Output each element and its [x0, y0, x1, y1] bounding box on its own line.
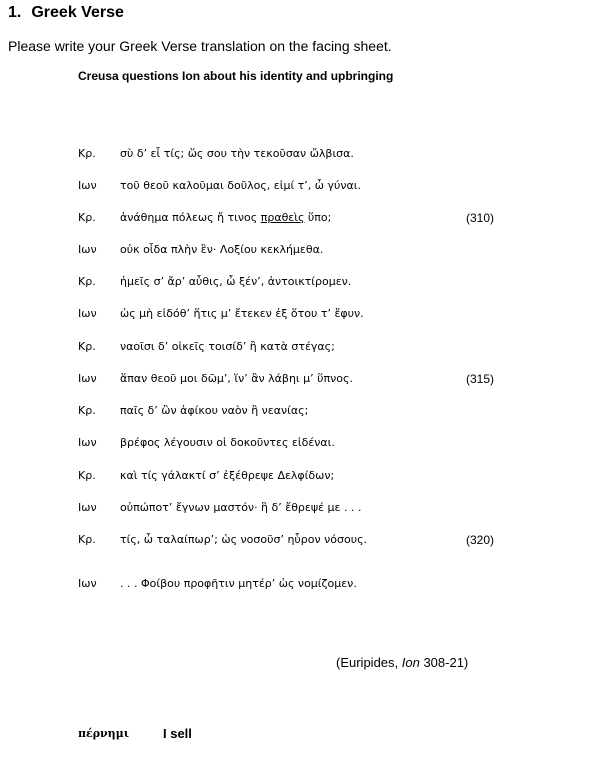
verse-line	[0, 241, 596, 259]
verse-line	[0, 338, 596, 356]
speaker-label: Κρ.	[78, 340, 96, 353]
line-number: (315)	[466, 372, 495, 386]
verse-text: ὡς μὴ εἰδόθ’ ἥτις μ’ ἔτεκεν ἐξ ὅτου τ’ ἔφυν.	[120, 307, 364, 320]
verse-line	[0, 209, 596, 227]
speaker-label: Κρ.	[78, 404, 96, 417]
verse-line	[0, 434, 596, 452]
speaker-label: Ιων	[78, 307, 97, 320]
verse-text: ναοῖσι δ’ οἰκεῖς τοισίδ’ ἢ κατὰ στέγας;	[120, 340, 335, 353]
verse-text: παῖς δ’ ὢν ἀφίκου ναὸν ἢ νεανίας;	[120, 404, 309, 417]
verse-text: ἅπαν θεοῦ μοι δῶμ’, ἵν’ ἂν λάβηι μ’ ὕπνος.	[120, 372, 353, 385]
verse-line	[0, 177, 596, 195]
verse-line	[0, 499, 596, 517]
source-citation	[336, 655, 468, 670]
verse-text: ἡμεῖς σ’ ἄρ’ αὖθις, ὦ ξέν’, ἀντοικτίρομεν.	[120, 275, 352, 288]
section-title: Greek Verse	[31, 4, 124, 21]
speaker-label: Κρ.	[78, 211, 96, 224]
citation-close: 308-21)	[419, 655, 469, 670]
verse-line	[0, 305, 596, 323]
verse-line	[0, 467, 596, 485]
verse-text: τοῦ θεοῦ καλοῦμαι δοῦλος, εἰμί τ’, ὦ γύναι.	[120, 179, 361, 192]
verse-text	[120, 209, 331, 227]
verse-line	[0, 145, 596, 163]
speaker-label: Ιων	[78, 577, 97, 590]
verse-line	[0, 273, 596, 291]
speaker-label: Κρ.	[78, 275, 96, 288]
section-heading	[8, 4, 124, 22]
line-number: (320)	[466, 533, 495, 547]
verse-text: οὐπώποτ’ ἔγνων μαστόν· ἣ δ’ ἔθρεψέ με . . .	[120, 501, 362, 514]
verse-text: σὺ δ’ εἶ τίς; ὥς σου τὴν τεκοῦσαν ὤλβισα.	[120, 147, 354, 160]
passage-subtitle: Creusa questions Ion about his identity and upbringing	[78, 69, 394, 83]
citation-work: Ion	[401, 655, 420, 670]
verse-text: οὐκ οἶδα πλὴν ἓν· Λοξίου κεκλήμεθα.	[120, 243, 324, 256]
underlined-word: πραθεὶς	[260, 211, 305, 224]
speaker-label: Ιων	[78, 501, 97, 514]
vocab-greek-word: πέρνημι	[78, 727, 130, 740]
verse-line	[0, 531, 596, 549]
verse-text-part: ὕπο;	[304, 211, 332, 224]
verse-text: βρέφος λέγουσιν οἱ δοκοῦντες εἰδέναι.	[120, 436, 335, 449]
instruction-text: Please write your Greek Verse translation on the facing sheet.	[8, 38, 392, 54]
section-number: 1.	[8, 4, 22, 21]
speaker-label: Ιων	[78, 372, 97, 385]
verse-text: καὶ τίς γάλακτί σ’ ἐξέθρεψε Δελφίδων;	[120, 469, 335, 482]
verse-text: τίς, ὦ ταλαίπωρ’; ὡς νοσοῦσ’ ηὗρον νόσους.	[120, 533, 368, 546]
citation-open: (Euripides,	[336, 655, 402, 670]
verse-text: . . . Φοίβου προφῆτιν μητέρ’ ὡς νομίζομεν.	[120, 577, 357, 590]
line-number: (310)	[466, 211, 495, 225]
speaker-label: Ιων	[78, 179, 97, 192]
verse-line	[0, 402, 596, 420]
verse-line	[0, 575, 596, 593]
verse-line	[0, 370, 596, 388]
verse-text-part: ἀνάθημα πόλεως ἤ τινος	[120, 211, 261, 224]
vocab-english-gloss: I sell	[163, 726, 192, 741]
speaker-label: Κρ.	[78, 533, 96, 546]
speaker-label: Ιων	[78, 243, 97, 256]
speaker-label: Κρ.	[78, 147, 96, 160]
speaker-label: Ιων	[78, 436, 97, 449]
speaker-label: Κρ.	[78, 469, 96, 482]
